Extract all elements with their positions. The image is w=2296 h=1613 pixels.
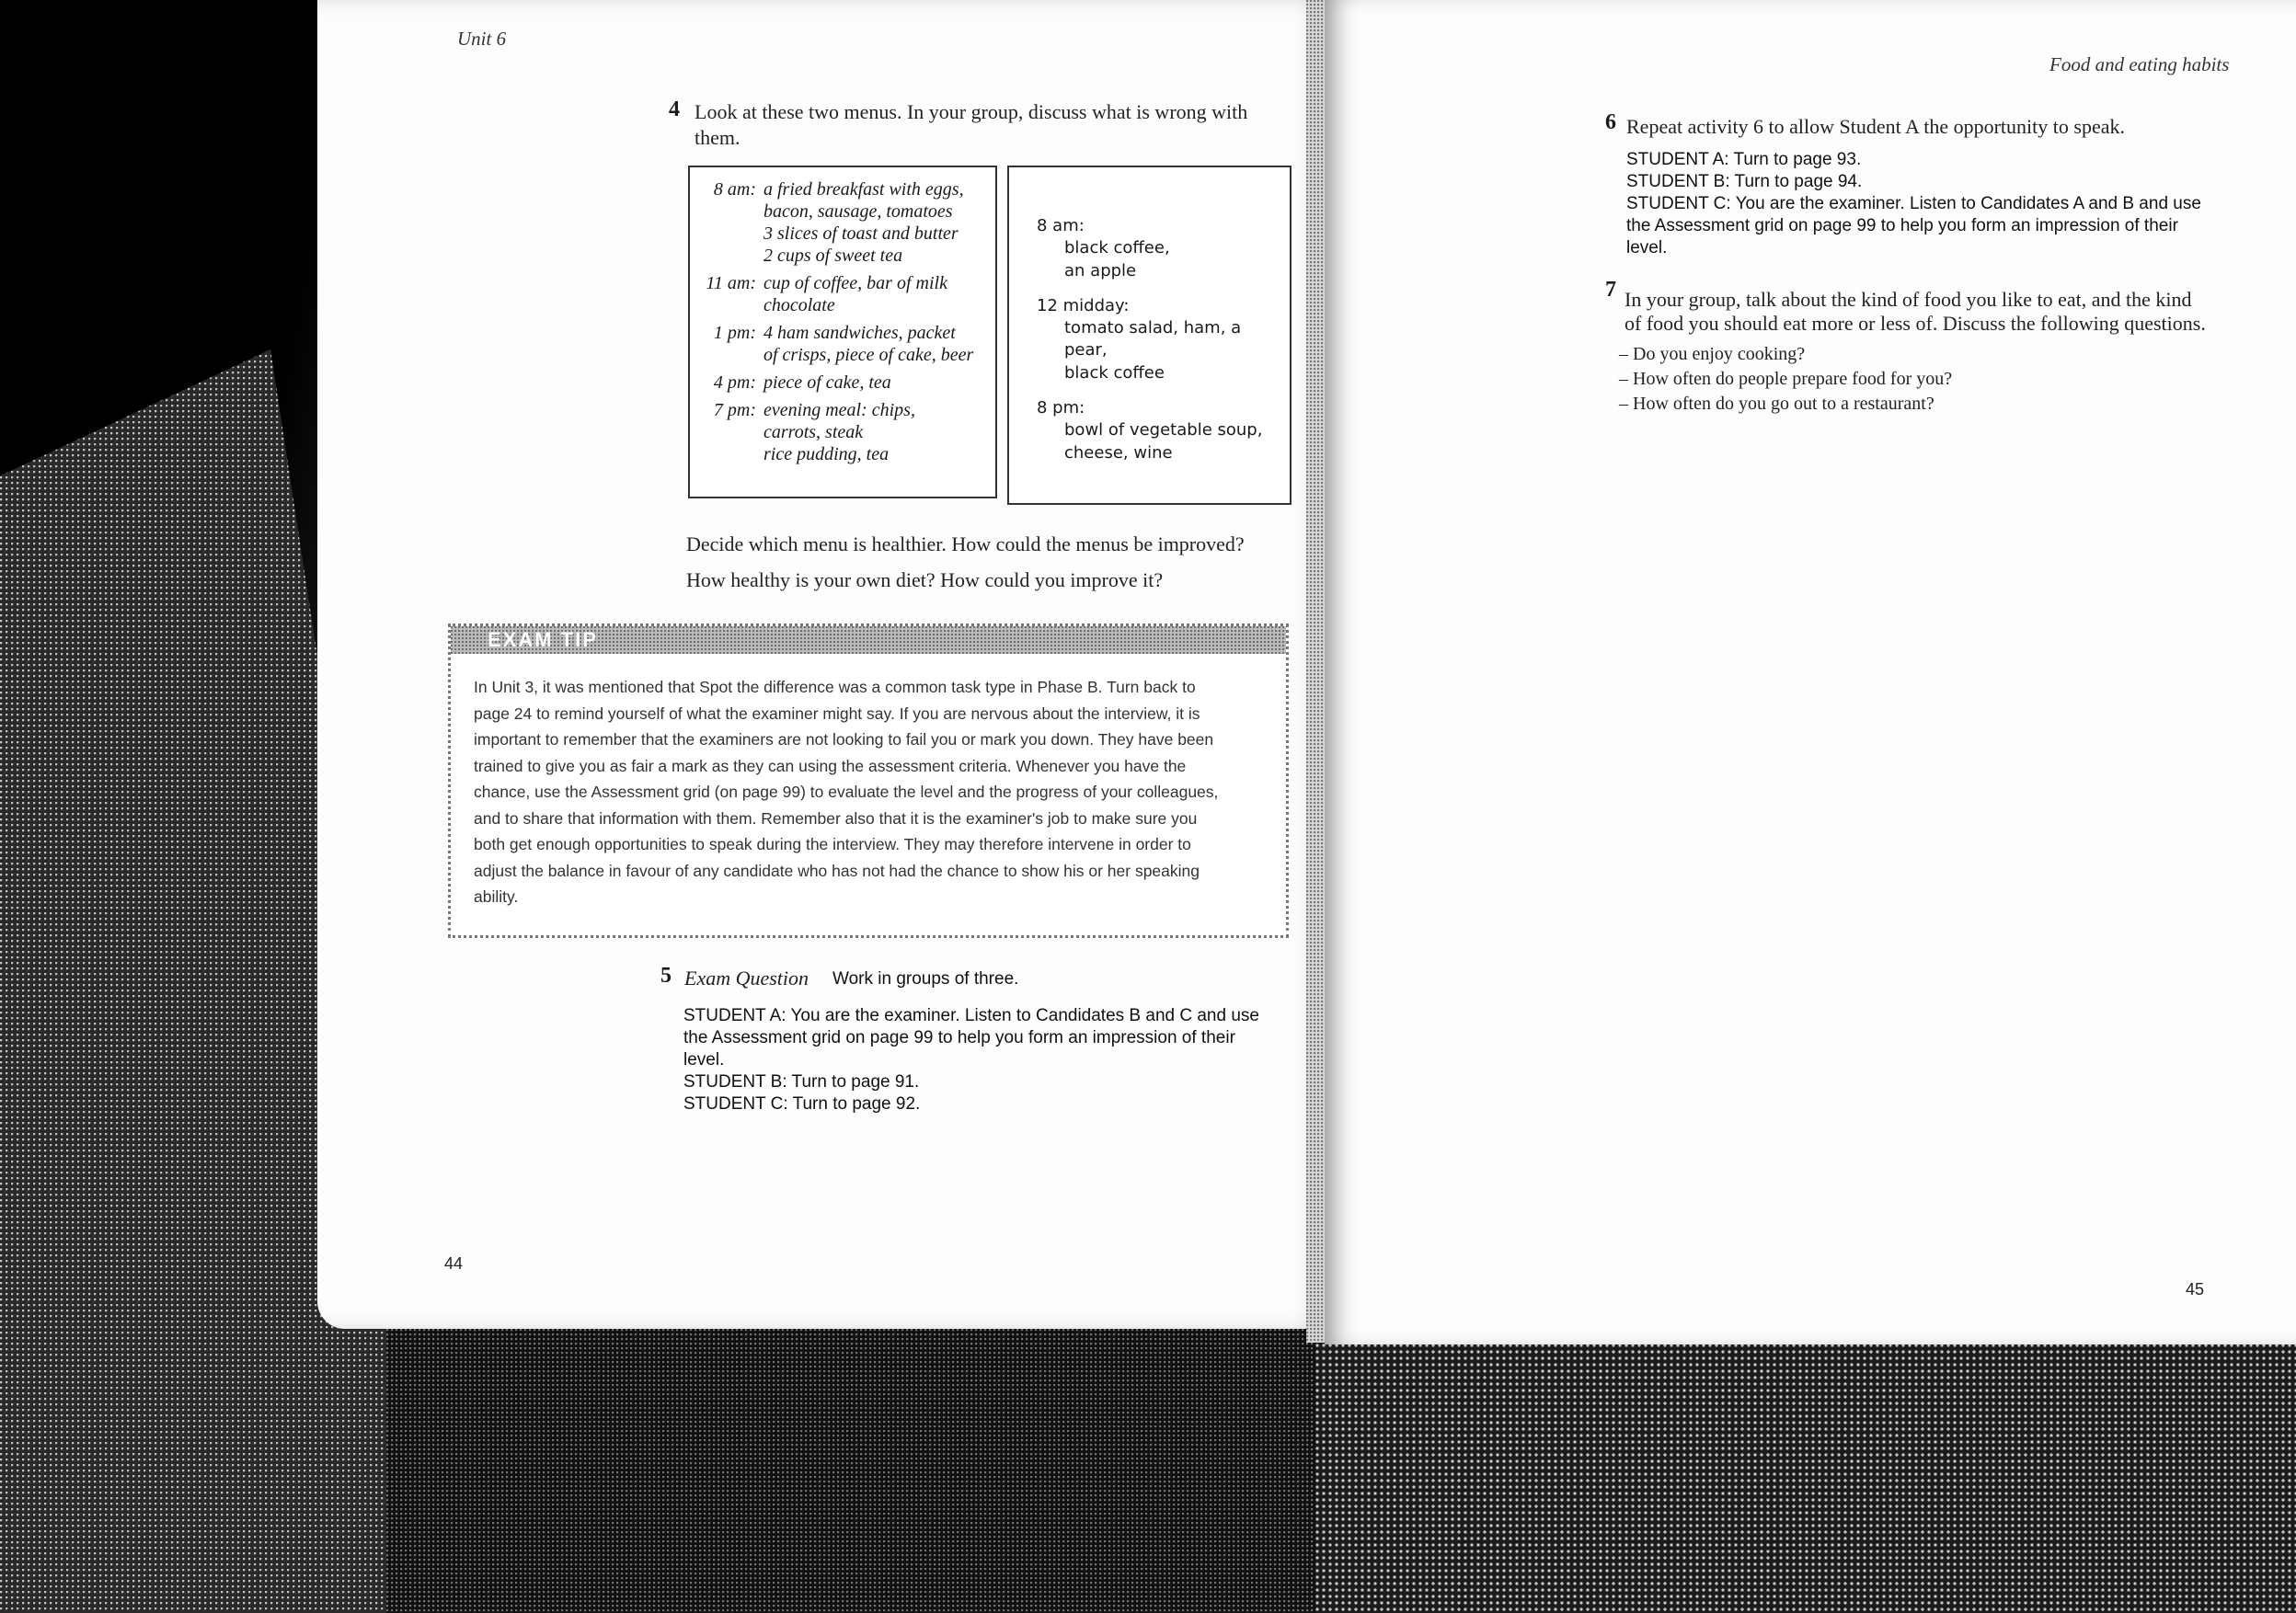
- menu-1-items: [763, 178, 964, 267]
- exam-tip-line: both get enough opportunities to speak during the interview. They may therefore intervene in order to: [474, 835, 1191, 853]
- q5-number: 5: [660, 964, 672, 988]
- exam-tip-line: important to remember that the examiners are not looking to fail you or mark you down. They have been: [474, 730, 1214, 749]
- q7-bullet: – How often do people prepare food for you?: [1619, 369, 1953, 389]
- menu-1-item: of crisps, piece of cake, beer: [763, 345, 974, 365]
- q7-number: 7: [1605, 278, 1616, 302]
- exam-tip-title: EXAM TIP: [488, 628, 598, 651]
- exam-tip-line: chance, use the Assessment grid (on page 99) to evaluate the level and the progress of your colleagues,: [474, 783, 1219, 801]
- right-page-number: 45: [2186, 1280, 2205, 1298]
- q6-text: Repeat activity 6 to allow Student A the opportunity to speak.: [1626, 115, 2125, 138]
- menu-1-time: 8 am:: [713, 179, 756, 200]
- menu-2-entry: [1037, 295, 1285, 384]
- decide-text: Decide which menu is healthier. How could the menus be improved?: [686, 532, 1245, 555]
- q6-instructions: [1626, 149, 2233, 259]
- menu-1-items: [763, 372, 891, 394]
- exam-tip-line: and to share that information with them. Remember also that it is the examiner's job to make sure you: [474, 808, 1198, 828]
- menu-2-time: 8 pm:: [1037, 398, 1085, 418]
- menu-1-item: evening meal: chips,: [763, 400, 915, 420]
- menu-1-item: 3 slices of toast and butter: [763, 223, 959, 244]
- menu-1-entry: [699, 399, 989, 465]
- exam-tip-line: adjust the balance in favour of any candidate who has not had the chance to show his or her speaking: [474, 861, 1200, 880]
- q6-line: STUDENT C: You are the examiner. Listen to Candidates A and B and use: [1626, 194, 2201, 213]
- q5-instructions: [683, 1005, 1291, 1115]
- exam-tip-line: ability.: [474, 887, 519, 906]
- q7-bullet: – How often do you go out to a restaurant?: [1619, 394, 1934, 414]
- q6-number: 6: [1605, 110, 1616, 134]
- menu-2-item: bowl of vegetable soup,: [1064, 420, 1263, 440]
- q6-line: STUDENT A: Turn to page 93.: [1626, 150, 1862, 169]
- q5-line: STUDENT A: You are the examiner. Listen to Candidates B and C and use: [683, 1006, 1259, 1025]
- menu-1-item: rice pudding, tea: [763, 444, 890, 464]
- menu-1-item: piece of cake, tea: [763, 372, 891, 393]
- left-page-number: 44: [444, 1254, 464, 1273]
- q5-line: STUDENT B: Turn to page 91.: [683, 1072, 920, 1092]
- menu-1-item: bacon, sausage, tomatoes: [763, 201, 953, 222]
- menu-1-time: 4 pm:: [713, 372, 756, 393]
- menu-2-entry: [1037, 397, 1285, 464]
- menu-1-item: carrots, steak: [763, 422, 864, 442]
- q5-label: Exam Question: [684, 967, 809, 990]
- menu-2-list: [1037, 215, 1285, 477]
- q7-text-line-1: In your group, talk about the kind of food you like to eat, and the kind: [1624, 288, 2192, 311]
- menu-1-items: [763, 399, 915, 465]
- menu-1-entry: [699, 372, 989, 394]
- q5-line: the Assessment grid on page 99 to help you form an impression of their: [683, 1028, 1235, 1047]
- menu-1-item: 2 cups of sweet tea: [763, 246, 903, 266]
- menu-1-box: [688, 166, 997, 498]
- menu-1-item: a fried breakfast with eggs,: [763, 179, 964, 200]
- q6-line: STUDENT B: Turn to page 94.: [1626, 172, 1863, 191]
- q6-line: the Assessment grid on page 99 to help you form an impression of their: [1626, 216, 2178, 235]
- menu-1-items: [763, 272, 947, 316]
- exam-tip-body: [474, 674, 1265, 910]
- q4-text: Look at these two menus. In your group, discuss what is wrong with them.: [695, 100, 1248, 149]
- q7-bullets: [1619, 342, 1952, 417]
- q5-text: Work in groups of three.: [832, 969, 1019, 989]
- right-running-head: Food and eating habits: [2049, 53, 2230, 75]
- menu-1-entry: [699, 272, 989, 316]
- exam-tip-line: trained to give you as fair a mark as they can using the assessment criteria. Whenever you have the: [474, 756, 1187, 775]
- menu-1-item: 4 ham sandwiches, packet: [763, 323, 956, 343]
- menu-1-entry: [699, 178, 989, 267]
- q5-line: STUDENT C: Turn to page 92.: [683, 1094, 921, 1114]
- q5-line: level.: [683, 1050, 725, 1070]
- menu-1-time: 1 pm:: [713, 323, 756, 343]
- menu-2-item: tomato salad, ham, a pear,: [1064, 318, 1242, 360]
- diet-text: How healthy is your own diet? How could you improve it?: [686, 568, 1164, 591]
- left-running-head: Unit 6: [457, 28, 507, 50]
- menu-1-item: chocolate: [763, 295, 835, 315]
- menu-2-entry: [1037, 215, 1285, 282]
- menu-2-item: an apple: [1064, 260, 1137, 280]
- menu-2-time: 8 am:: [1037, 216, 1085, 235]
- q7-bullet: – Do you enjoy cooking?: [1619, 344, 1806, 364]
- q6-line: level.: [1626, 238, 1668, 257]
- cloth-bottom: [1315, 1324, 2296, 1613]
- menu-2-box: [1007, 166, 1292, 505]
- menu-1-list: [699, 178, 989, 471]
- q7-text-line-2: of food you should eat more or less of. Discuss the following questions.: [1624, 312, 2206, 335]
- exam-tip-header: [451, 626, 1286, 654]
- exam-tip-line: page 24 to remind yourself of what the examiner might say. If you are nervous about the interview, it is: [474, 704, 1200, 723]
- menu-2-item: black coffee,: [1064, 238, 1170, 258]
- menu-2-time: 12 midday:: [1037, 295, 1130, 315]
- menu-2-item: cheese, wine: [1064, 442, 1173, 463]
- menu-1-time: 7 pm:: [713, 400, 756, 420]
- menu-1-time: 11 am:: [706, 273, 756, 293]
- exam-tip-line: In Unit 3, it was mentioned that Spot the difference was a common task type in Phase B. Turn back to: [474, 678, 1196, 696]
- menu-1-items: [763, 322, 973, 366]
- q4-number: 4: [669, 97, 680, 121]
- exam-tip-box: [448, 623, 1289, 938]
- menu-1-entry: [699, 322, 989, 366]
- menu-1-item: cup of coffee, bar of milk: [763, 273, 947, 293]
- menu-2-item: black coffee: [1064, 362, 1165, 383]
